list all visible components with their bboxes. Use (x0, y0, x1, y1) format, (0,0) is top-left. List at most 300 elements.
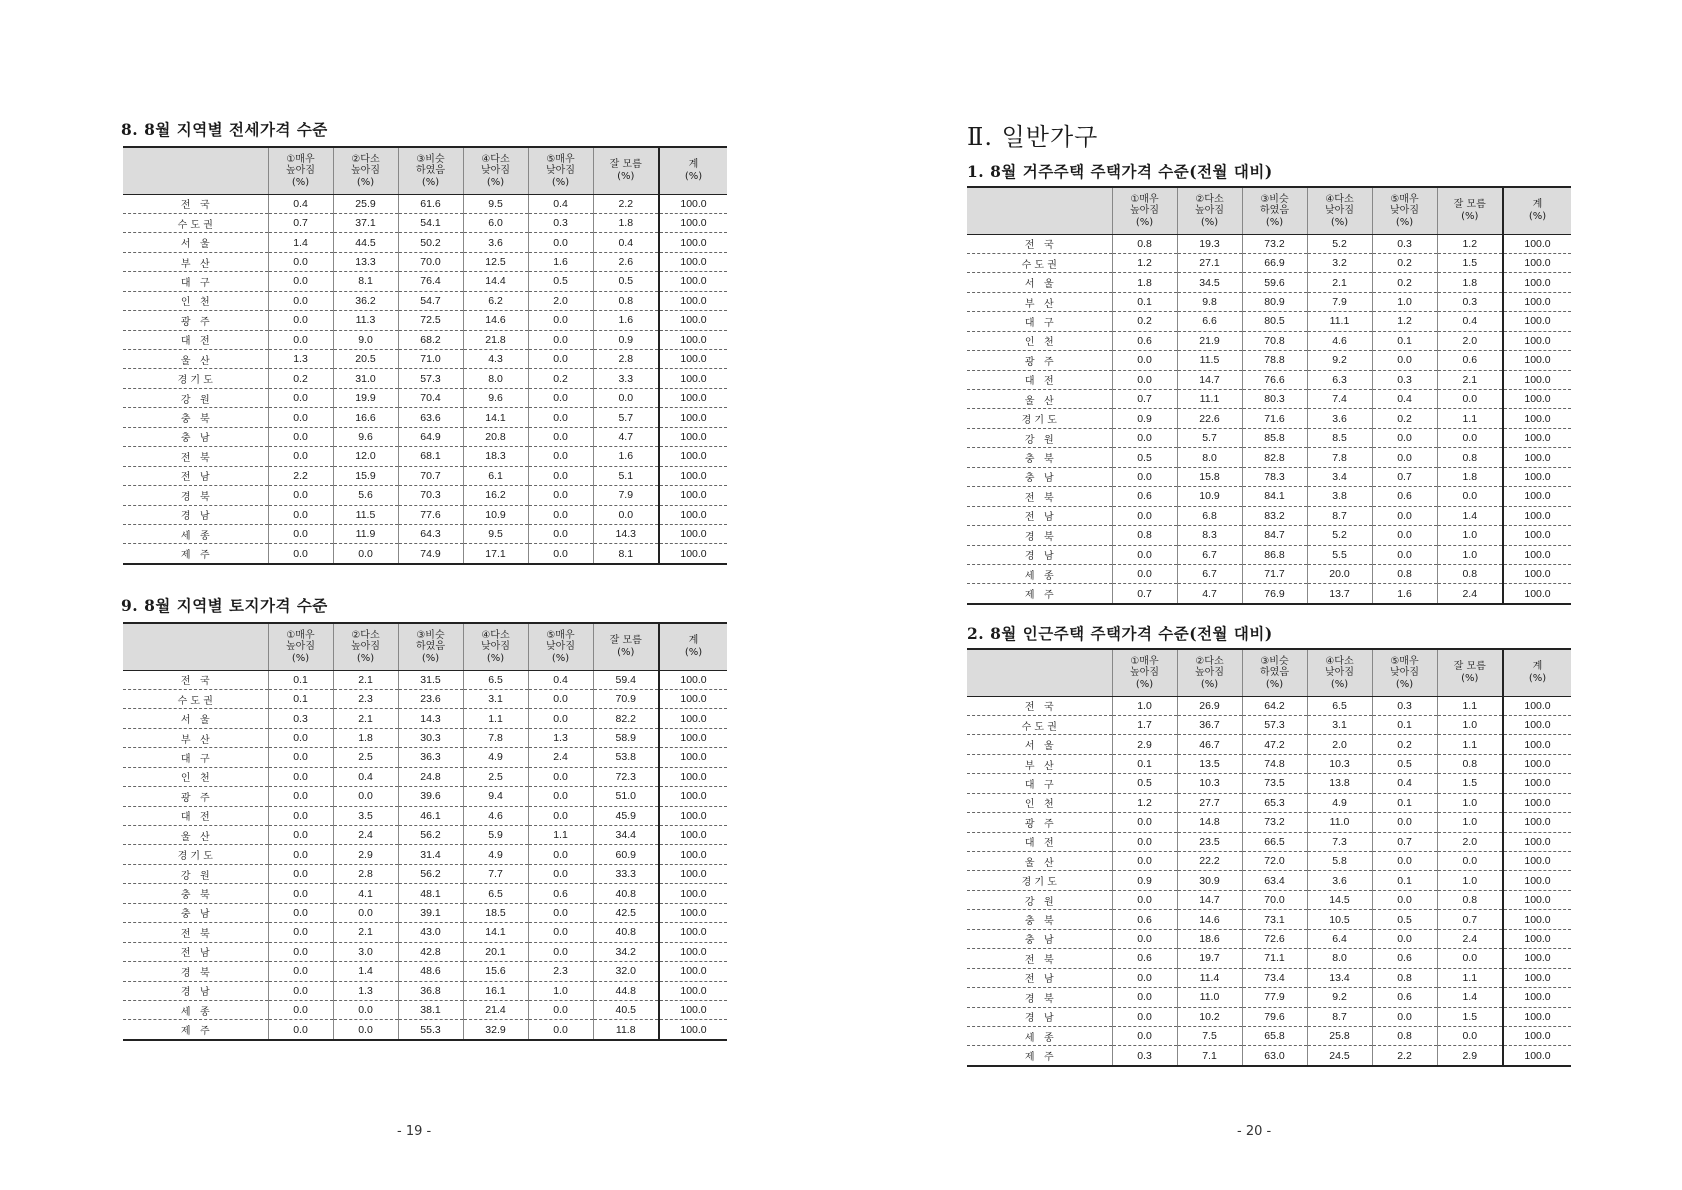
table-cell: 53.8 (593, 748, 659, 767)
table-cell: 9.6 (333, 427, 398, 446)
table-row (967, 487, 1571, 506)
table-cell: 11.4 (1177, 968, 1242, 987)
region-label: 부 산 (967, 292, 1112, 311)
table-cell: 11.8 (593, 1020, 659, 1040)
table-cell: 10.9 (1177, 487, 1242, 506)
table-row (123, 408, 727, 427)
table-row (123, 233, 727, 252)
table-cell: 4.6 (463, 806, 528, 825)
table-cell: 68.1 (398, 447, 463, 466)
column-header: ①매우 높아짐 (%) (268, 147, 333, 194)
table-cell: 34.4 (593, 826, 659, 845)
table-cell: 5.9 (463, 826, 528, 845)
region-label: 전 국 (123, 670, 268, 689)
table-row (123, 447, 727, 466)
table-cell: 2.8 (333, 864, 398, 883)
table-cell: 24.5 (1307, 1046, 1372, 1066)
table-row (967, 370, 1571, 389)
table-row (967, 273, 1571, 292)
region-label: 인 천 (123, 767, 268, 786)
table-cell: 100.0 (659, 408, 727, 427)
table-cell: 100.0 (1503, 1007, 1571, 1026)
table-cell: 100.0 (1503, 506, 1571, 525)
table-cell: 0.6 (528, 884, 593, 903)
table-cell: 0.0 (528, 709, 593, 728)
table-row (123, 311, 727, 330)
region-label: 충 북 (123, 408, 268, 427)
table-row (967, 793, 1571, 812)
table-cell: 100.0 (1503, 793, 1571, 812)
table-cell: 73.1 (1242, 910, 1307, 929)
table-row (967, 968, 1571, 987)
table-cell: 79.6 (1242, 1007, 1307, 1026)
table-cell: 0.6 (1112, 910, 1177, 929)
table-cell: 100.0 (1503, 545, 1571, 564)
column-header: 잘 모름 (%) (1437, 187, 1503, 234)
table-cell: 84.1 (1242, 487, 1307, 506)
table8 (123, 146, 727, 565)
table-cell: 2.3 (333, 689, 398, 708)
table-cell: 9.5 (463, 194, 528, 213)
table-cell: 1.8 (333, 728, 398, 747)
table-cell: 70.3 (398, 486, 463, 505)
page-number-right: - 20 - (1237, 1124, 1272, 1139)
region-label: 대 전 (967, 370, 1112, 389)
table-cell: 3.6 (1307, 409, 1372, 428)
table-cell: 22.6 (1177, 409, 1242, 428)
table-cell: 61.6 (398, 194, 463, 213)
table-cell: 76.9 (1242, 584, 1307, 604)
region-label: 경 기 도 (123, 369, 268, 388)
table-cell: 0.4 (528, 670, 593, 689)
table-cell: 20.5 (333, 350, 398, 369)
table-cell: 0.5 (1372, 910, 1437, 929)
region-label: 전 북 (123, 923, 268, 942)
table-cell: 1.3 (528, 728, 593, 747)
table-cell: 100.0 (1503, 929, 1571, 948)
table-cell: 18.6 (1177, 929, 1242, 948)
table-row (123, 942, 727, 961)
table-cell: 0.0 (1112, 467, 1177, 486)
table-row (123, 350, 727, 369)
table-cell: 7.8 (1307, 448, 1372, 467)
table-cell: 0.0 (1112, 351, 1177, 370)
table-cell: 0.7 (268, 213, 333, 232)
table-cell: 100.0 (659, 369, 727, 388)
table-cell: 1.5 (1437, 1007, 1503, 1026)
table-cell: 0.0 (528, 1000, 593, 1019)
page-number-left: - 19 - (397, 1124, 432, 1139)
table-cell: 80.9 (1242, 292, 1307, 311)
region-label: 울 산 (967, 390, 1112, 409)
table-cell: 85.8 (1242, 428, 1307, 447)
table-cell: 0.3 (1437, 292, 1503, 311)
table-cell: 9.8 (1177, 292, 1242, 311)
table2-title: 2. 8월 인근주택 주택가격 수준(전월 대비) (967, 624, 1273, 643)
table-cell: 100.0 (1503, 253, 1571, 272)
table-row (967, 715, 1571, 734)
region-label: 충 남 (123, 903, 268, 922)
table-cell: 100.0 (1503, 715, 1571, 734)
table-cell: 0.1 (1372, 331, 1437, 350)
table-row (123, 1020, 727, 1040)
table-cell: 10.2 (1177, 1007, 1242, 1026)
table-cell: 80.3 (1242, 390, 1307, 409)
table-cell: 0.3 (1372, 696, 1437, 715)
table-cell: 11.0 (1307, 813, 1372, 832)
table-cell: 0.2 (1372, 273, 1437, 292)
table-cell: 76.4 (398, 272, 463, 291)
table-cell: 0.0 (528, 845, 593, 864)
table-cell: 80.5 (1242, 312, 1307, 331)
table-cell: 20.8 (463, 427, 528, 446)
table-cell: 0.0 (268, 748, 333, 767)
table-cell: 0.8 (1112, 526, 1177, 545)
table-cell: 1.8 (1112, 273, 1177, 292)
table-cell: 2.4 (1437, 584, 1503, 604)
table-cell: 0.8 (1437, 448, 1503, 467)
table-cell: 100.0 (659, 524, 727, 543)
table-cell: 58.9 (593, 728, 659, 747)
table-cell: 100.0 (659, 923, 727, 942)
table-cell: 18.5 (463, 903, 528, 922)
table-row (123, 272, 727, 291)
column-header: ③비슷 하였음 (%) (398, 623, 463, 670)
table-cell: 100.0 (659, 330, 727, 349)
table-cell: 0.0 (1112, 428, 1177, 447)
region-label: 충 북 (967, 910, 1112, 929)
table-cell: 59.4 (593, 670, 659, 689)
region-label: 세 종 (967, 564, 1112, 583)
table-cell: 100.0 (659, 826, 727, 845)
table-cell: 68.2 (398, 330, 463, 349)
table-cell: 2.9 (1112, 735, 1177, 754)
table-cell: 100.0 (1503, 774, 1571, 793)
table-cell: 0.0 (1372, 448, 1437, 467)
table-row (967, 774, 1571, 793)
table-cell: 0.0 (528, 233, 593, 252)
table-cell: 100.0 (659, 486, 727, 505)
table-cell: 100.0 (1503, 696, 1571, 715)
region-label: 전 국 (967, 696, 1112, 715)
table-cell: 2.0 (1437, 832, 1503, 851)
table-cell: 57.3 (398, 369, 463, 388)
table-cell: 4.9 (463, 845, 528, 864)
table-cell: 100.0 (1503, 428, 1571, 447)
column-header: 잘 모름 (%) (1437, 649, 1503, 696)
table-cell: 2.1 (1307, 273, 1372, 292)
table-cell: 0.0 (268, 505, 333, 524)
table-cell: 100.0 (659, 213, 727, 232)
table-row (123, 466, 727, 485)
table-row (123, 194, 727, 213)
region-label: 경 기 도 (967, 409, 1112, 428)
table-row (123, 787, 727, 806)
table-cell: 2.1 (333, 709, 398, 728)
table-cell: 100.0 (659, 233, 727, 252)
table-cell: 0.0 (333, 787, 398, 806)
table-cell: 1.3 (333, 981, 398, 1000)
table-cell: 0.0 (268, 524, 333, 543)
table-cell: 1.4 (1437, 988, 1503, 1007)
table-cell: 72.3 (593, 767, 659, 786)
table-cell: 23.6 (398, 689, 463, 708)
table-cell: 0.6 (1112, 331, 1177, 350)
region-label: 부 산 (123, 252, 268, 271)
region-label: 울 산 (967, 852, 1112, 871)
table-cell: 1.6 (1372, 584, 1437, 604)
table-cell: 10.9 (463, 505, 528, 524)
table-cell: 72.5 (398, 311, 463, 330)
table-cell: 71.7 (1242, 564, 1307, 583)
table-cell: 100.0 (659, 544, 727, 564)
table-cell: 14.6 (1177, 910, 1242, 929)
table-row (123, 923, 727, 942)
region-label: 수 도 권 (967, 253, 1112, 272)
region-label: 경 기 도 (967, 871, 1112, 890)
table-cell: 5.5 (1307, 545, 1372, 564)
table-row (123, 689, 727, 708)
table-cell: 40.8 (593, 923, 659, 942)
table-cell: 1.0 (1372, 292, 1437, 311)
table-cell: 1.0 (1437, 545, 1503, 564)
table-cell: 0.0 (333, 1020, 398, 1040)
region-label: 인 천 (967, 793, 1112, 812)
table-cell: 14.3 (398, 709, 463, 728)
region-label: 세 종 (123, 524, 268, 543)
table-cell: 100.0 (1503, 526, 1571, 545)
table-cell: 0.0 (268, 962, 333, 981)
table-cell: 5.6 (333, 486, 398, 505)
table-cell: 8.3 (1177, 526, 1242, 545)
table-cell: 0.0 (268, 427, 333, 446)
table-cell: 0.0 (268, 845, 333, 864)
table1 (967, 186, 1571, 605)
table-cell: 0.0 (268, 728, 333, 747)
table-cell: 9.4 (463, 787, 528, 806)
table-cell: 36.7 (1177, 715, 1242, 734)
table-cell: 86.8 (1242, 545, 1307, 564)
table-cell: 100.0 (659, 981, 727, 1000)
table-cell: 100.0 (659, 806, 727, 825)
table-cell: 1.6 (593, 447, 659, 466)
table-cell: 10.3 (1177, 774, 1242, 793)
table-cell: 0.7 (1112, 584, 1177, 604)
region-label: 인 천 (967, 331, 1112, 350)
table-cell: 0.0 (268, 486, 333, 505)
table-header-row (123, 147, 727, 194)
region-label: 대 구 (967, 774, 1112, 793)
table-cell: 100.0 (1503, 754, 1571, 773)
table-cell: 3.1 (1307, 715, 1372, 734)
table-cell: 16.2 (463, 486, 528, 505)
table-cell: 0.0 (268, 903, 333, 922)
table-cell: 100.0 (1503, 390, 1571, 409)
table-row (123, 291, 727, 310)
table-cell: 26.9 (1177, 696, 1242, 715)
table-cell: 100.0 (1503, 871, 1571, 890)
table-cell: 13.8 (1307, 774, 1372, 793)
table-cell: 70.0 (1242, 890, 1307, 909)
table-cell: 6.0 (463, 213, 528, 232)
column-header: 계 (%) (1503, 187, 1571, 234)
table-cell: 34.5 (1177, 273, 1242, 292)
table-cell: 100.0 (1503, 910, 1571, 929)
table-cell: 2.5 (463, 767, 528, 786)
table-cell: 57.3 (1242, 715, 1307, 734)
table-row (123, 826, 727, 845)
table-cell: 2.0 (1437, 331, 1503, 350)
table-cell: 14.7 (1177, 890, 1242, 909)
table-cell: 100.0 (1503, 949, 1571, 968)
region-label: 전 북 (967, 487, 1112, 506)
table-cell: 0.6 (1112, 487, 1177, 506)
table-cell: 50.2 (398, 233, 463, 252)
table-cell: 64.9 (398, 427, 463, 446)
region-label: 수 도 권 (967, 715, 1112, 734)
table-cell: 2.1 (333, 670, 398, 689)
column-header: ②다소 높아짐 (%) (333, 623, 398, 670)
region-label: 부 산 (123, 728, 268, 747)
table-row (123, 709, 727, 728)
region-label: 경 기 도 (123, 845, 268, 864)
table-cell: 39.6 (398, 787, 463, 806)
table-row (967, 331, 1571, 350)
table-cell: 0.0 (1437, 390, 1503, 409)
table-cell: 1.0 (1437, 871, 1503, 890)
table-cell: 66.5 (1242, 832, 1307, 851)
table-cell: 14.7 (1177, 370, 1242, 389)
table-cell: 11.1 (1177, 390, 1242, 409)
column-header: ⑤매우 낮아짐 (%) (1372, 187, 1437, 234)
table-row (967, 988, 1571, 1007)
table-cell: 11.5 (333, 505, 398, 524)
table-cell: 16.6 (333, 408, 398, 427)
table-cell: 0.1 (1112, 292, 1177, 311)
table-cell: 1.5 (1437, 253, 1503, 272)
column-header: ③비슷 하였음 (%) (398, 147, 463, 194)
table-cell: 3.1 (463, 689, 528, 708)
table-cell: 100.0 (1503, 832, 1571, 851)
column-header: 계 (%) (659, 147, 727, 194)
table-row (123, 728, 727, 747)
table-cell: 42.8 (398, 942, 463, 961)
table-cell: 0.0 (1437, 852, 1503, 871)
region-label: 제 주 (123, 1020, 268, 1040)
table-cell: 77.9 (1242, 988, 1307, 1007)
table-cell: 2.1 (333, 923, 398, 942)
table-cell: 47.2 (1242, 735, 1307, 754)
table-cell: 1.2 (1372, 312, 1437, 331)
table-cell: 3.0 (333, 942, 398, 961)
column-header: ②다소 높아짐 (%) (1177, 649, 1242, 696)
table-cell: 0.0 (268, 1020, 333, 1040)
table-cell: 100.0 (1503, 1026, 1571, 1045)
table-cell: 24.8 (398, 767, 463, 786)
table-cell: 0.3 (1112, 1046, 1177, 1066)
right-page (841, 0, 1682, 1190)
table-cell: 0.0 (268, 826, 333, 845)
region-label: 경 남 (967, 545, 1112, 564)
table-row (967, 871, 1571, 890)
table-cell: 70.8 (1242, 331, 1307, 350)
table-cell: 78.3 (1242, 467, 1307, 486)
column-header: ④다소 낮아짐 (%) (463, 147, 528, 194)
table-cell: 4.1 (333, 884, 398, 903)
table-cell: 0.7 (1372, 467, 1437, 486)
table-cell: 100.0 (659, 728, 727, 747)
table-cell: 0.0 (268, 544, 333, 564)
table-cell: 56.2 (398, 864, 463, 883)
table-cell: 0.0 (528, 311, 593, 330)
table-cell: 31.5 (398, 670, 463, 689)
table-cell: 66.9 (1242, 253, 1307, 272)
column-header: ①매우 높아짐 (%) (1112, 187, 1177, 234)
table-cell: 0.0 (1112, 968, 1177, 987)
region-label: 경 북 (123, 962, 268, 981)
table-cell: 0.2 (1372, 735, 1437, 754)
table-cell: 32.0 (593, 962, 659, 981)
table-cell: 6.1 (463, 466, 528, 485)
table-cell: 10.5 (1307, 910, 1372, 929)
table-cell: 15.9 (333, 466, 398, 485)
column-header: ①매우 높아짐 (%) (268, 623, 333, 670)
table-cell: 100.0 (659, 1000, 727, 1019)
table-cell: 0.0 (1372, 545, 1437, 564)
table-cell: 1.4 (268, 233, 333, 252)
table-cell: 13.3 (333, 252, 398, 271)
table-cell: 4.7 (593, 427, 659, 446)
region-label: 제 주 (123, 544, 268, 564)
table-cell: 0.0 (268, 291, 333, 310)
table-cell: 19.7 (1177, 949, 1242, 968)
table-cell: 0.9 (1112, 409, 1177, 428)
table-cell: 73.4 (1242, 968, 1307, 987)
table-cell: 0.5 (1372, 754, 1437, 773)
table-cell: 100.0 (659, 709, 727, 728)
region-label: 울 산 (123, 350, 268, 369)
table-cell: 0.2 (1112, 312, 1177, 331)
table-cell: 7.4 (1307, 390, 1372, 409)
table-row (123, 486, 727, 505)
table-cell: 0.0 (1112, 988, 1177, 1007)
region-label: 전 남 (967, 506, 1112, 525)
table-cell: 5.2 (1307, 234, 1372, 253)
table-cell: 6.2 (463, 291, 528, 310)
table-cell: 27.7 (1177, 793, 1242, 812)
table-cell: 0.5 (593, 272, 659, 291)
table-cell: 0.0 (1112, 832, 1177, 851)
table-cell: 0.0 (528, 447, 593, 466)
table-cell: 0.4 (1372, 390, 1437, 409)
table-cell: 0.0 (1112, 370, 1177, 389)
table-cell: 6.5 (1307, 696, 1372, 715)
table-cell: 14.6 (463, 311, 528, 330)
table-cell: 39.1 (398, 903, 463, 922)
region-label: 충 남 (967, 467, 1112, 486)
table-cell: 0.8 (1372, 1026, 1437, 1045)
table-cell: 100.0 (1503, 409, 1571, 428)
table-cell: 1.3 (268, 350, 333, 369)
table-cell: 3.4 (1307, 467, 1372, 486)
region-label: 제 주 (967, 1046, 1112, 1066)
table-cell: 6.5 (463, 884, 528, 903)
table-cell: 14.8 (1177, 813, 1242, 832)
table-cell: 100.0 (659, 962, 727, 981)
table-cell: 0.7 (1112, 390, 1177, 409)
table-cell: 2.6 (593, 252, 659, 271)
table-row (967, 1026, 1571, 1045)
